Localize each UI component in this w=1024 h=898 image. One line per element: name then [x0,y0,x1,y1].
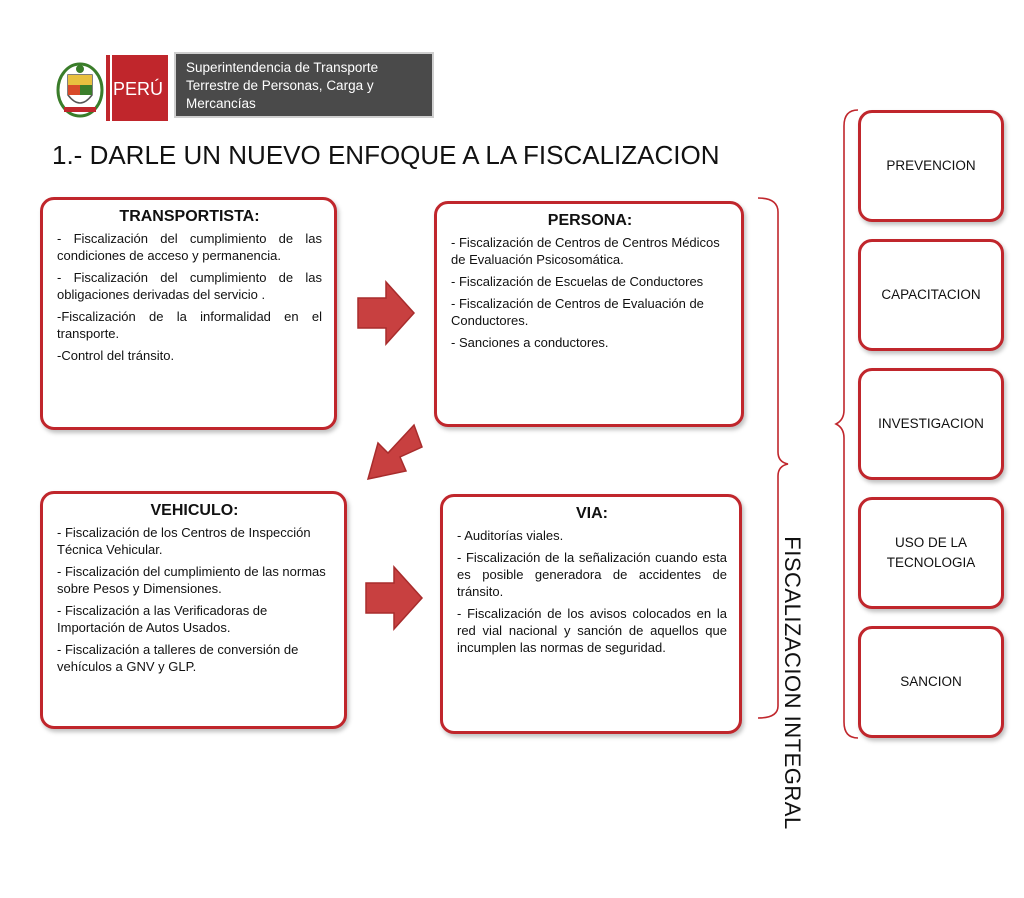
box-item: - Fiscalización de Centros de Centros Médicos de Evaluación Psicosomática. [451,235,720,267]
peru-logo-text: PERÚ [112,79,164,99]
org-line: Terrestre de Personas, Carga y [186,78,374,93]
pillar-prevencion: PREVENCION [858,110,1004,222]
box-item: - Fiscalización de Escuelas de Conductores [451,274,704,289]
box-item: - Fiscalización de la señalización cuando esta es posible generadora de accidentes de tránsito. [457,550,727,599]
box-item: - Fiscalización a talleres de conversión de vehículos a GNV y GLP. [57,642,299,674]
box-heading: VIA: [576,505,608,522]
fiscalizacion-integral-label: FISCALIZACION INTEGRAL [780,536,805,830]
box-item: -Fiscalización de la informalidad en el transporte. [57,309,322,341]
box-item: - Sanciones a conductores. [451,335,609,350]
pillar-sancion: SANCION [858,626,1004,738]
box-item: - Fiscalización a las Verificadoras de Importación de Autos Usados. [57,603,268,635]
box-heading: PERSONA: [547,212,633,229]
box-heading: VEHICULO: [150,502,239,519]
box-item: - Fiscalización del cumplimiento de las obligaciones derivadas del servicio . [57,270,322,302]
pillar-capacitacion: CAPACITACION [858,239,1004,351]
box-item: -Control del tránsito. [57,348,175,363]
pillar-uso-tecnologia: USO DE LA TECNOLOGIA [858,497,1004,609]
box-item: - Fiscalización del cumplimiento de las condiciones de acceso y permanencia. [57,231,322,263]
box-heading: TRANSPORTISTA: [119,208,260,225]
org-line: Superintendencia de Transporte [186,60,379,75]
pillar-investigacion: INVESTIGACION [858,368,1004,480]
box-item: - Auditorías viales. [457,528,564,543]
box-item: - Fiscalización de los avisos colocados en la red vial nacional y sanción de aquellos que incumplen las normas de seguridad. [457,606,727,655]
org-line: Mercancías [186,96,256,111]
slide-title: 1.- DARLE UN NUEVO ENFOQUE A LA FISCALIZACION [52,140,720,170]
box-item: - Fiscalización de Centros de Evaluación de Conductores. [451,296,704,328]
box-item: - Fiscalización del cumplimiento de las normas sobre Pesos y Dimensiones. [57,564,326,596]
box-item: - Fiscalización de los Centros de Inspección Técnica Vehicular. [57,525,311,557]
outer-bracket [836,110,858,738]
